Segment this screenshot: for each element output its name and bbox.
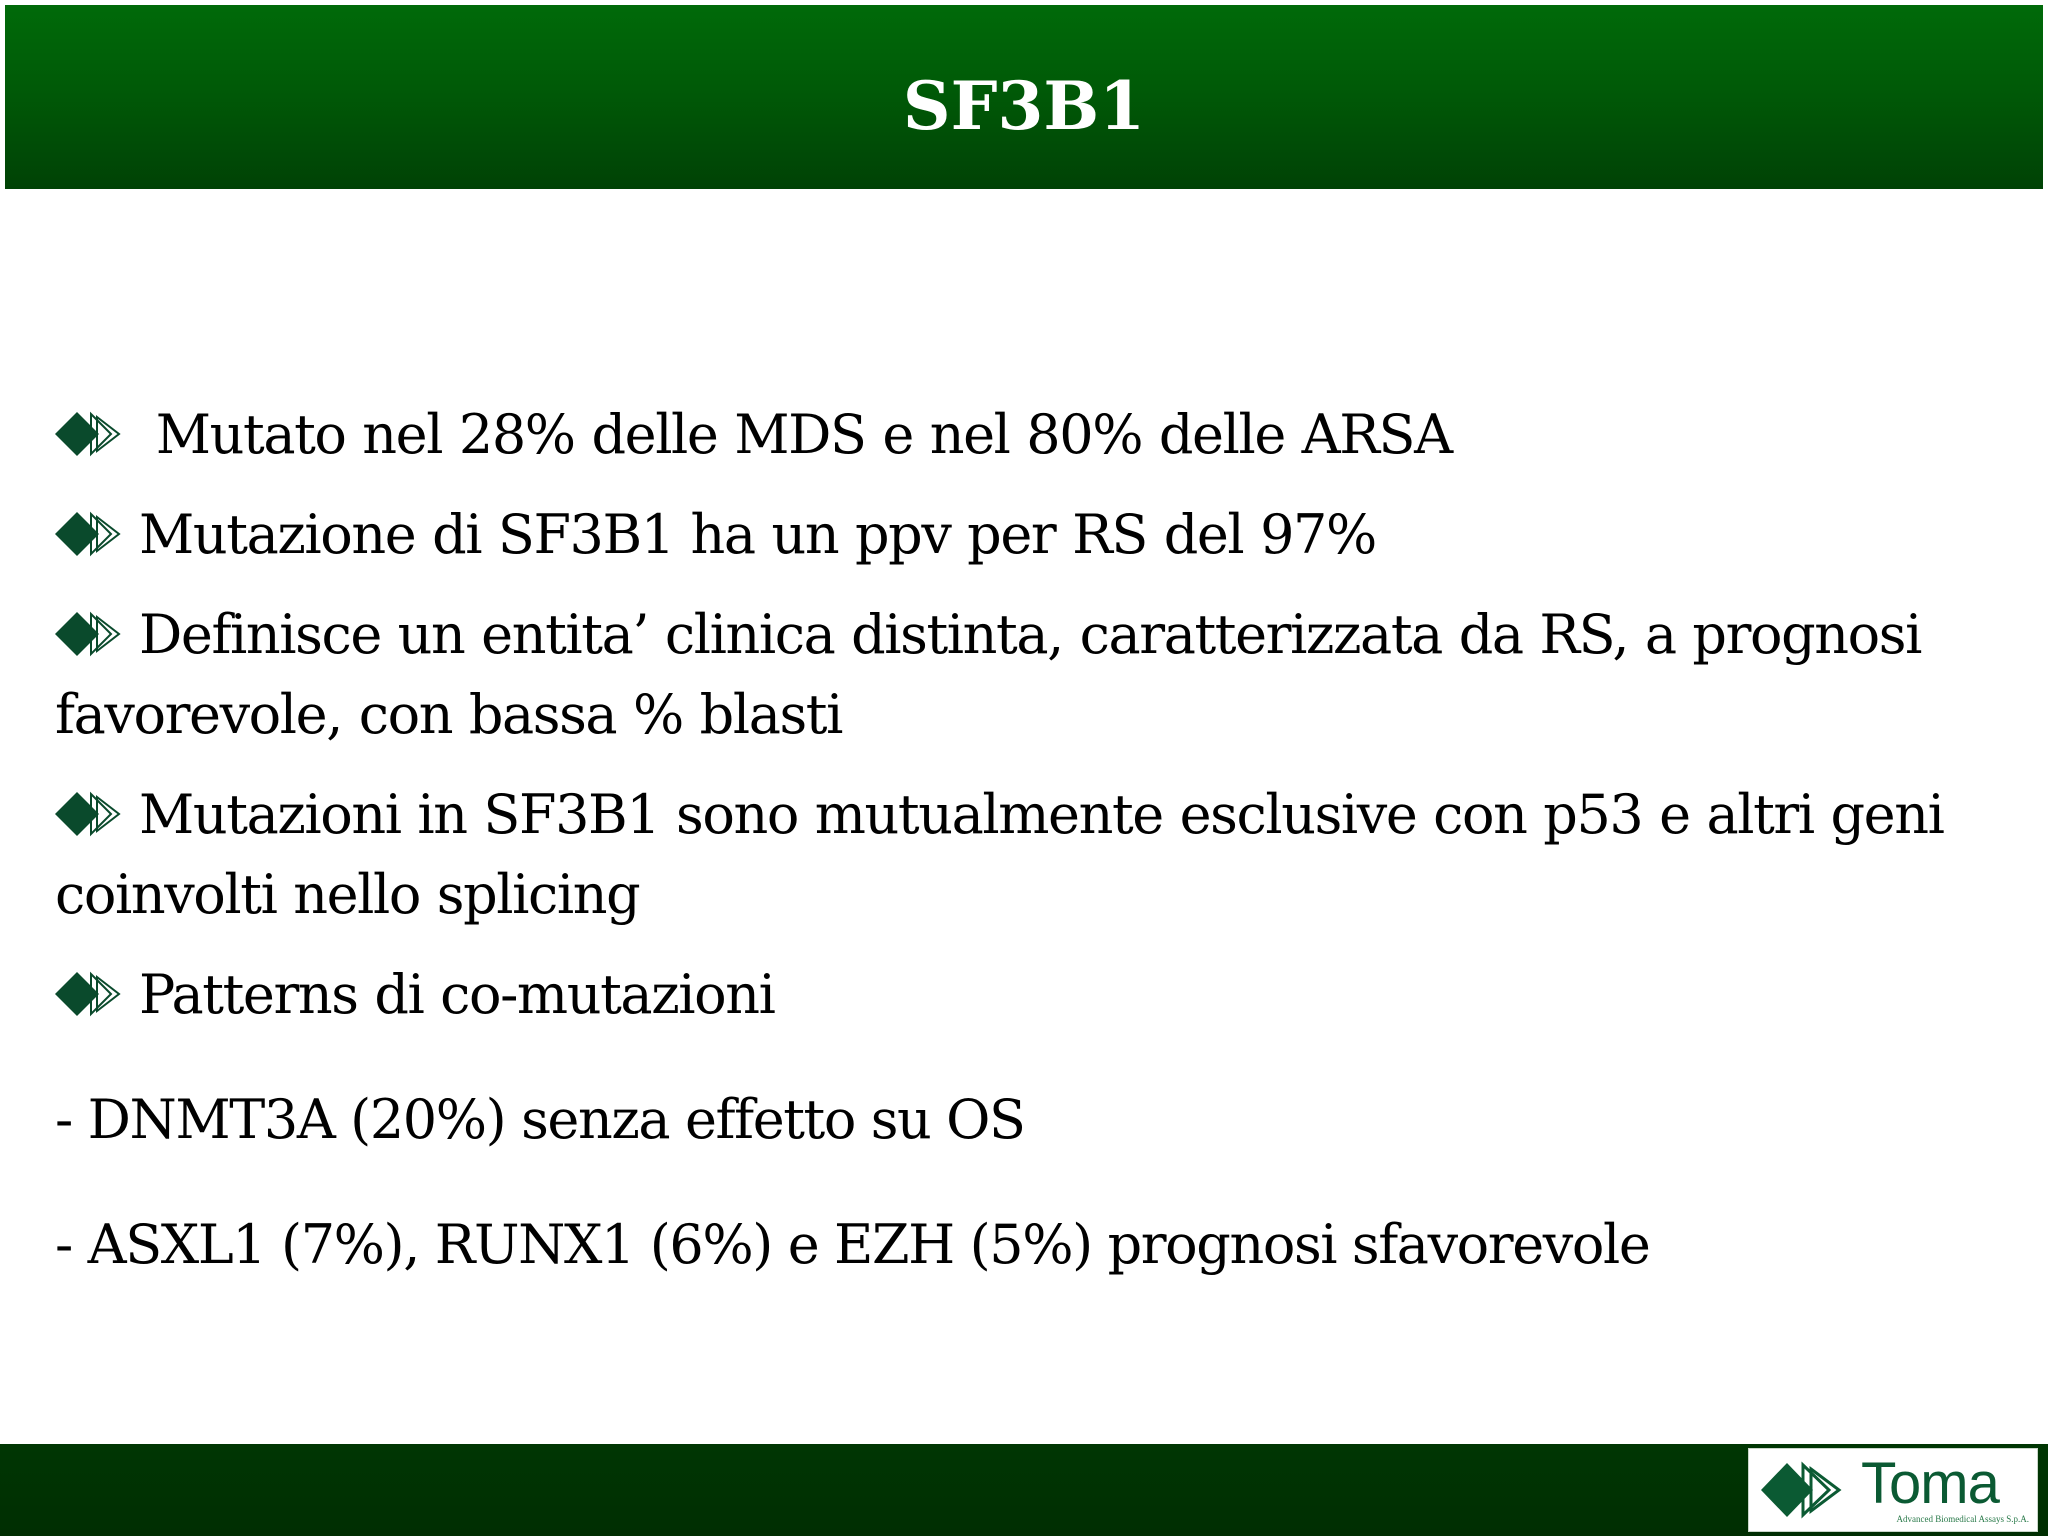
toma-logo-icon xyxy=(1759,1459,1859,1521)
bullet-item xyxy=(55,955,2015,1035)
bullet-text: Mutato nel 28% delle MDS e nel 80% delle ARSA xyxy=(139,403,1452,466)
bullet-item xyxy=(55,395,2015,475)
diamond-bullet-icon xyxy=(55,511,125,557)
logo-tagline: Advanced Biomedical Assays S.p.A. xyxy=(1896,1514,2029,1524)
logo-wordmark: Toma xyxy=(1861,1451,1999,1516)
diamond-bullet-icon xyxy=(55,971,125,1017)
bullet-item xyxy=(55,595,2015,755)
bullet-item xyxy=(55,495,2015,575)
sub-item: - DNMT3A (20%) senza effetto su OS xyxy=(55,1088,1025,1151)
diamond-bullet-icon xyxy=(55,411,125,457)
diamond-bullet-icon xyxy=(55,791,125,837)
company-logo xyxy=(1748,1448,2038,1532)
diamond-bullet-icon xyxy=(55,611,125,657)
bullet-item xyxy=(55,775,2015,935)
sub-item: - ASXL1 (7%), RUNX1 (6%) e EZH (5%) prognosi sfavorevole xyxy=(55,1213,1650,1276)
slide-title: SF3B1 xyxy=(902,67,1146,145)
bullet-text: Mutazione di SF3B1 ha un ppv per RS del 97% xyxy=(139,503,1376,566)
footer-bar xyxy=(0,1444,2048,1536)
bullet-text: Mutazioni in SF3B1 sono mutualmente esclusive con p53 e altri geni coinvolti nello splicing xyxy=(55,783,1944,926)
bullet-text: Definisce un entita’ clinica distinta, caratterizzata da RS, a prognosi favorevole, con bassa % blasti xyxy=(55,603,1921,746)
bullet-text: Patterns di co-mutazioni xyxy=(139,963,775,1026)
title-bar xyxy=(5,5,2043,189)
